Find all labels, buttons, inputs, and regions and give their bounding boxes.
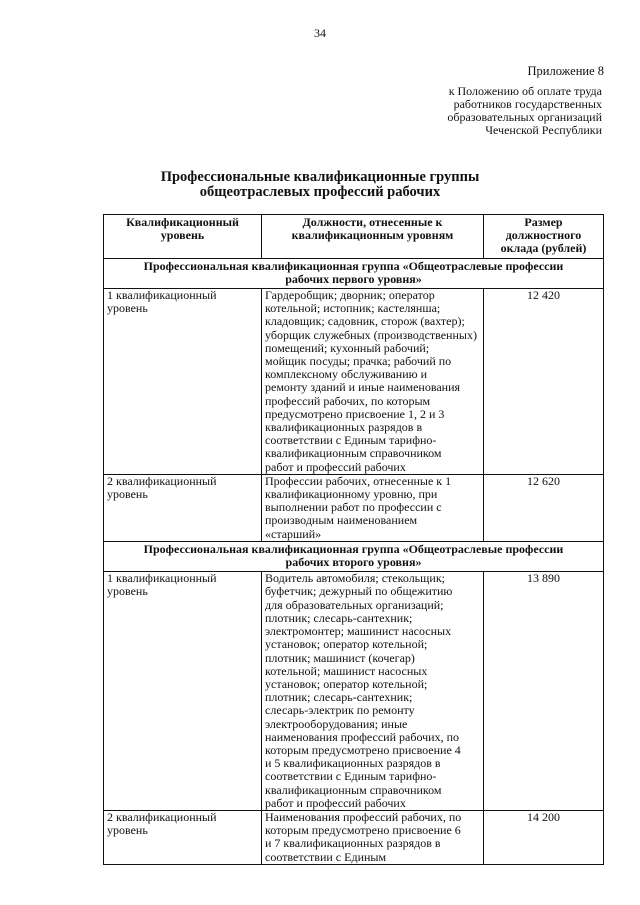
group-row <box>104 541 604 571</box>
position-line: наименования профессий рабочих, по <box>265 729 460 744</box>
position-line: плотник; слесарь-сантехник; <box>265 610 413 625</box>
positions-list <box>262 289 484 475</box>
position-line: Гардеробщик; дворник; оператор <box>265 288 435 303</box>
header-positions <box>262 215 484 259</box>
header-line: должностного <box>505 228 582 243</box>
header-line: Квалификационный <box>126 215 239 229</box>
position-line: установок; оператор котельной; <box>265 676 428 691</box>
table-row <box>104 572 604 811</box>
group-title-line: Профессиональная квалификационная группа «Общеотраслевые профессии <box>143 258 564 273</box>
position-line: электромонтер; машинист насосных <box>265 624 452 639</box>
position-line: комплексному обслуживанию и <box>265 367 428 382</box>
position-line: квалификационному уровню, при <box>265 487 438 502</box>
position-line: котельной; машинист насосных <box>265 663 428 678</box>
group-title <box>104 541 604 571</box>
position-line: профессий рабочих, по которым <box>265 393 431 408</box>
qualification-level <box>104 572 262 811</box>
header-salary <box>484 215 604 259</box>
position-line: буфетчик; дежурный по общежитию <box>265 584 453 599</box>
positions-list <box>262 572 484 811</box>
position-line: выполнении работ по профессии с <box>265 500 442 515</box>
position-line: и 5 квалификационных разрядов в <box>265 756 441 771</box>
reference-line: работников государственных <box>453 97 602 111</box>
position-line: предусмотрено присвоение 1, 2 и 3 <box>265 406 445 421</box>
position-line: работ и профессий рабочих <box>265 795 406 810</box>
positions-list <box>262 810 484 864</box>
header-qualification-level <box>104 215 262 259</box>
reference-line: Чеченской Республики <box>485 123 602 137</box>
group-row <box>104 258 604 288</box>
group-title-line: рабочих первого уровня» <box>285 271 422 286</box>
position-line: ремонту зданий и иные наименования <box>265 380 461 395</box>
level-line: уровень <box>107 584 148 599</box>
position-line: для образовательных организаций; <box>265 597 444 612</box>
position-line: электрооборудования; иные <box>265 716 408 731</box>
level-line: 2 квалификационный <box>107 473 217 488</box>
position-line: уборщик служебных (производственных) <box>265 327 477 342</box>
group-title <box>104 258 604 288</box>
position-line: производным наименованием <box>265 513 418 528</box>
appendix-label: Приложение 8 <box>527 64 604 78</box>
appendix-reference <box>412 85 602 137</box>
position-line: Профессии рабочих, отнесенные к 1 <box>265 473 452 488</box>
header-line: Должности, отнесенные к <box>302 215 443 229</box>
qualification-groups-table <box>103 214 604 865</box>
position-line: и 7 квалификационных разрядов в <box>265 836 441 851</box>
position-line: работ и профессий рабочих <box>265 459 406 474</box>
position-line: плотник; машинист (кочегар) <box>265 650 415 665</box>
title-line: Профессиональные квалификационные группы <box>160 169 480 185</box>
position-line: установок; оператор котельной; <box>265 637 428 652</box>
level-line: уровень <box>107 301 148 316</box>
position-line: квалификационным справочником <box>265 446 442 461</box>
salary-value: 12 420 <box>484 289 604 475</box>
position-line: плотник; слесарь-сантехник; <box>265 690 413 705</box>
title-line: общеотраслевых профессий рабочих <box>199 184 441 200</box>
salary-value: 13 890 <box>484 572 604 811</box>
level-line: уровень <box>107 487 148 502</box>
qualification-level <box>104 810 262 864</box>
positions-list <box>262 474 484 541</box>
header-line: оклада (рублей) <box>500 241 587 256</box>
level-line: уровень <box>107 823 148 838</box>
table-row <box>104 810 604 864</box>
salary-value: 14 200 <box>484 810 604 864</box>
group-title-line: рабочих второго уровня» <box>285 555 422 570</box>
position-line: «старший» <box>265 526 322 541</box>
position-line: соответствии с Единым тарифно- <box>265 769 437 784</box>
header-line: уровень <box>160 228 205 243</box>
document-title <box>0 170 640 200</box>
salary-value: 12 620 <box>484 474 604 541</box>
position-line: Водитель автомобиля; стекольщик; <box>265 571 445 586</box>
position-line: мойщик посуды; прачка; рабочий по <box>265 354 452 369</box>
qualification-level <box>104 474 262 541</box>
position-line: которым предусмотрено присвоение 4 <box>265 742 461 757</box>
group-title-line: Профессиональная квалификационная группа «Общеотраслевые профессии <box>143 541 564 556</box>
position-line: которым предусмотрено присвоение 6 <box>265 823 461 838</box>
position-line: котельной; истопник; кастелянша; <box>265 301 441 316</box>
level-line: 1 квалификационный <box>107 288 217 303</box>
level-line: 2 квалификационный <box>107 809 217 824</box>
position-line: помещений; кухонный рабочий; <box>265 340 430 355</box>
table-row <box>104 474 604 541</box>
position-line: соответствии с Единым тарифно- <box>265 433 437 448</box>
table-row <box>104 289 604 475</box>
position-line: квалификационных разрядов в <box>265 420 423 435</box>
position-line: слесарь-электрик по ремонту <box>265 703 415 718</box>
position-line: квалификационным справочником <box>265 782 442 797</box>
table-header-row <box>104 215 604 259</box>
qualification-level <box>104 289 262 475</box>
level-line: 1 квалификационный <box>107 571 217 586</box>
position-line: соответствии с Единым <box>265 849 387 864</box>
position-line: Наименования профессий рабочих, по <box>265 809 462 824</box>
page-number: 34 <box>314 26 326 40</box>
reference-line: к Положению об оплате труда <box>448 84 602 98</box>
reference-line: образовательных организаций <box>447 110 602 124</box>
header-line: Размер <box>524 215 563 229</box>
position-line: кладовщик; садовник, сторож (вахтер); <box>265 314 465 329</box>
header-line: квалификационным уровням <box>291 228 454 243</box>
